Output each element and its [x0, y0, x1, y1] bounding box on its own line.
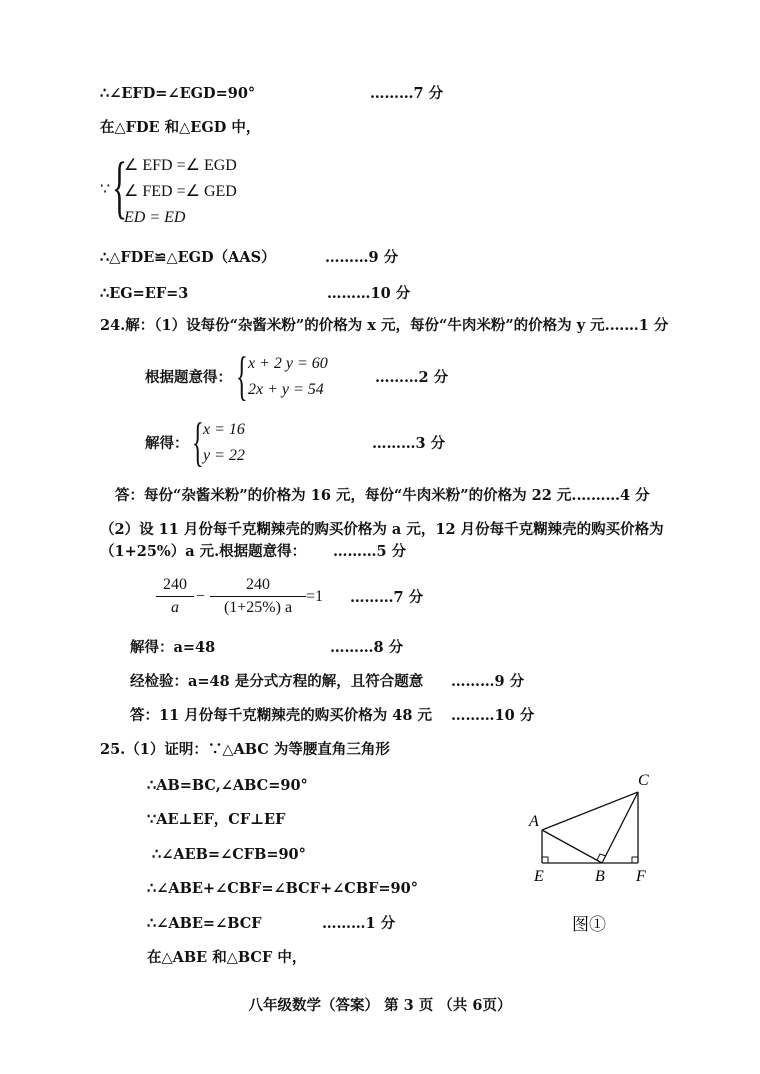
fraction-1 [156, 574, 194, 619]
score-mark: ………10 分 [327, 285, 411, 302]
equation-line: ∠ FED =∠ GED [124, 183, 237, 200]
score-mark: ………2 分 [375, 369, 449, 386]
system-brace: { [192, 412, 204, 472]
segment-bc [602, 792, 638, 863]
proof-line: ∴∠ABE=∠BCF [147, 915, 262, 932]
fraction-2-numerator: 240 [246, 576, 270, 593]
score-mark: ………1 分 [322, 915, 396, 932]
proof-line: 在△ABE 和△BCF 中， [147, 949, 307, 966]
score-mark: ………7 分 [370, 85, 444, 102]
fraction-1-denominator: a [171, 599, 179, 616]
equation-line: 2x + y = 54 [248, 381, 324, 398]
proof-line: ∴∠AEB=∠CFB=90° [152, 846, 306, 863]
right-angle-f [632, 857, 638, 863]
score-mark: ………3 分 [372, 435, 446, 452]
equation-prefix: 根据题意得： [145, 369, 232, 386]
score-mark: ………8 分 [330, 639, 404, 656]
minus-sign: − [196, 588, 206, 605]
fraction-2-denominator: (1+25%) a [223, 599, 293, 616]
equation-line: y = 22 [203, 447, 245, 464]
page-footer: 八年级数学（答案） 第 3 页 （共 6页） [248, 997, 512, 1014]
equation-line: x = 16 [203, 421, 245, 438]
equation-line: ∠ EFD =∠ EGD [124, 157, 237, 174]
equation-line: ED = ED [124, 209, 186, 226]
proof-line: ∵AE⊥EF，CF⊥EF [147, 811, 286, 828]
figure-caption: 图① [572, 915, 606, 934]
because-symbol: ∵ [100, 181, 111, 198]
score-mark: ………9 分 [325, 249, 399, 266]
score-mark: ………9 分 [451, 673, 525, 690]
score-mark: ………10 分 [451, 707, 535, 724]
score-mark: ………7 分 [350, 589, 424, 606]
right-angle-e [542, 857, 548, 863]
answer-line: 答：11 月份每千克糊辣壳的购买价格为 48 元 [130, 707, 432, 724]
proof-line: ∴△FDE≌△EGD（AAS） [100, 249, 276, 266]
solution-line: 解得：a=48 [130, 639, 216, 656]
segment-ab [542, 830, 602, 863]
label-f: F [636, 868, 646, 885]
question-25: 25.（1）证明：∵△ABC 为等腰直角三角形 [100, 741, 390, 758]
proof-line: ∴∠EFD=∠EGD=90° [100, 85, 256, 102]
question-24: 24.解：（1）设每份“杂酱米粉”的价格为 x 元，每份“牛肉米粉”的价格为 y 元.……1 分 [100, 317, 669, 334]
equation-rhs: =1 [306, 588, 324, 605]
score-mark: ………5 分 [333, 543, 407, 560]
proof-line: 在△FDE 和△EGD 中， [100, 119, 261, 136]
answer-line: 答：每份“杂酱米粉”的价格为 16 元，每份“牛肉米粉”的价格为 22 元.………4 分 [115, 487, 650, 504]
proof-line: ∴EG=EF=3 [100, 285, 189, 302]
label-a: A [529, 813, 539, 830]
fraction-2 [210, 574, 306, 619]
label-b: B [595, 868, 605, 885]
part-2-line-2: （1+25%）a 元.根据题意得： [100, 543, 307, 560]
equation-prefix: 解得： [145, 435, 189, 452]
part-2-line-1: （2）设 11 月份每千克糊辣壳的购买价格为 a 元，12 月份每千克糊辣壳的购买价格为 [100, 521, 664, 538]
system-brace: { [112, 149, 128, 226]
label-c: C [638, 772, 649, 789]
segment-ac [542, 792, 638, 830]
proof-line: ∴AB=BC,∠ABC=90° [147, 777, 308, 794]
label-e: E [534, 868, 544, 885]
system-brace: { [236, 346, 248, 406]
fraction-1-numerator: 240 [163, 576, 187, 593]
equation-line: x + 2 y = 60 [248, 355, 328, 372]
proof-line: ∴∠ABE+∠CBF=∠BCF+∠CBF=90° [147, 880, 418, 897]
geometry-figure [520, 770, 670, 945]
check-line: 经检验：a=48 是分式方程的解，且符合题意 [130, 673, 424, 690]
